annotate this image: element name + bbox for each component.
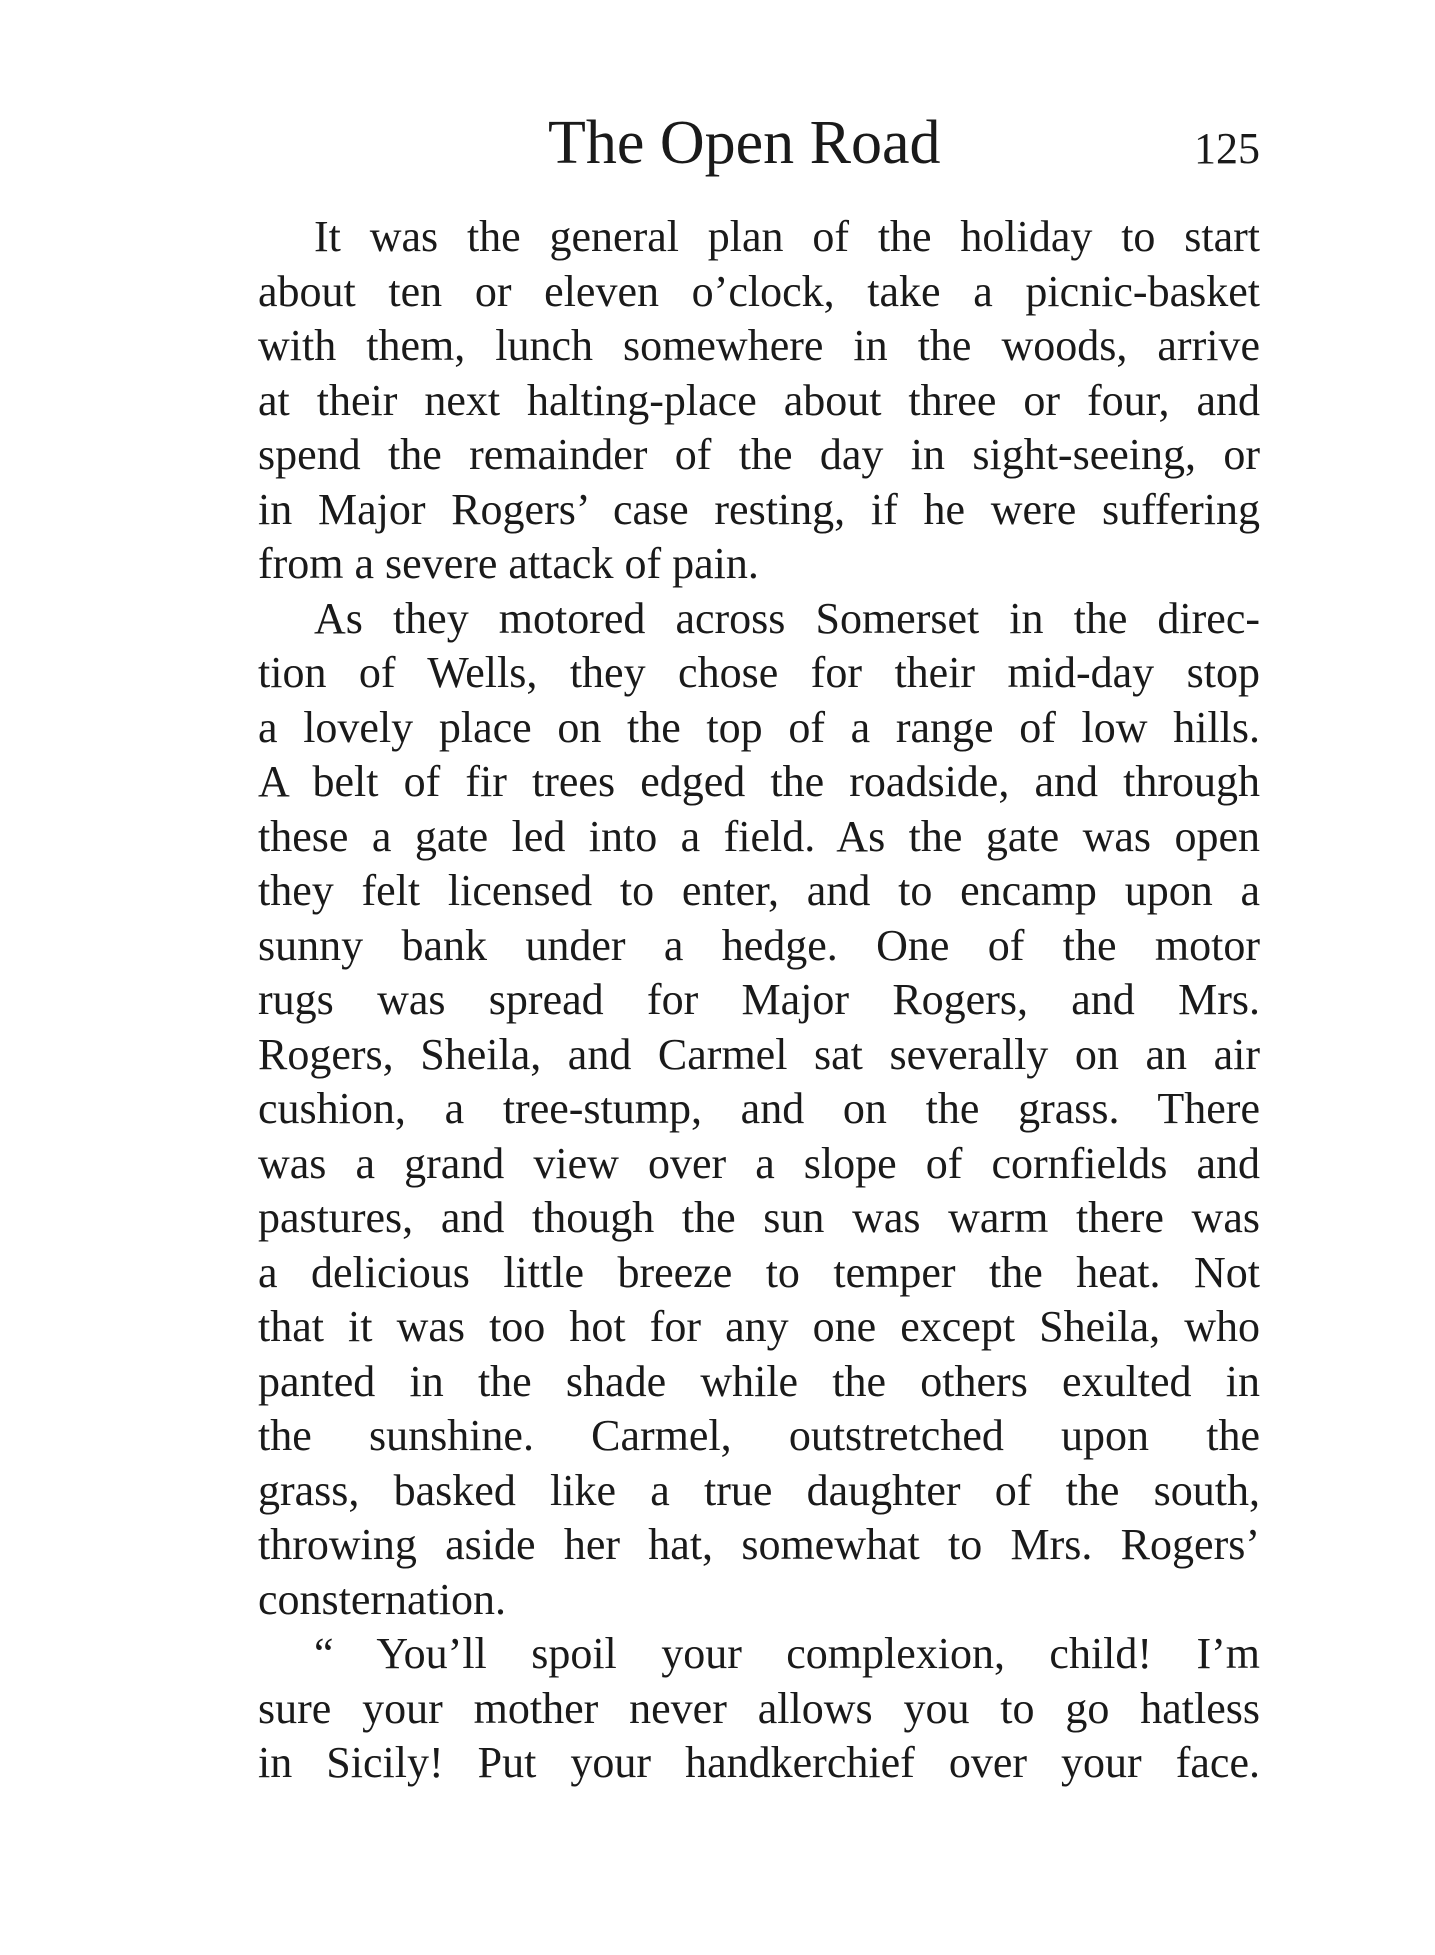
text-line: the sunshine. Carmel, outstretched upon the bbox=[258, 1411, 1260, 1460]
text-line: at their next halting-place about three or four, and bbox=[258, 375, 1260, 425]
text-line: about ten or eleven o’clock, take a picnic-basket bbox=[258, 266, 1260, 316]
text-line: sunny bank under a hedge. One of the motor bbox=[258, 920, 1260, 970]
text-line: was a grand view over a slope of cornfields and bbox=[258, 1138, 1260, 1188]
text-line: grass, basked like a true daughter of the south, bbox=[258, 1465, 1260, 1515]
text-line: they felt licensed to enter, and to encamp upon a bbox=[258, 866, 1260, 915]
text-line: a delicious little breeze to temper the heat. Not bbox=[258, 1247, 1260, 1297]
text-line: with them, lunch somewhere in the woods, arrive bbox=[258, 321, 1260, 370]
text-line: pastures, and though the sun was warm there was bbox=[258, 1193, 1260, 1242]
text-line: from a severe attack of pain. bbox=[258, 539, 759, 588]
paragraph bbox=[258, 210, 1260, 592]
text-line: cushion, a tree-stump, and on the grass. There bbox=[258, 1084, 1260, 1133]
text-line: throwing aside her hat, somewhat to Mrs. Rogers’ bbox=[258, 1520, 1260, 1569]
text-line: consternation. bbox=[258, 1574, 507, 1624]
text-line: Rogers, Sheila, and Carmel sat severally on an air bbox=[258, 1029, 1260, 1079]
text-line: a lovely place on the top of a range of low hills. bbox=[258, 702, 1260, 752]
text-line: in Sicily! Put your handkerchief over your face. bbox=[258, 1738, 1260, 1787]
text-line: in Major Rogers’ case resting, if he were suffering bbox=[258, 484, 1260, 534]
text-line: tion of Wells, they chose for their mid-day stop bbox=[258, 648, 1260, 697]
text-line: “ You’ll spoil your complexion, child! I’m bbox=[314, 1629, 1260, 1678]
text-line: spend the remainder of the day in sight-seeing, or bbox=[258, 430, 1260, 479]
text-line: panted in the shade while the others exulted in bbox=[258, 1356, 1260, 1406]
text-line: that it was too hot for any one except Sheila, who bbox=[258, 1302, 1260, 1351]
text-line: As they motored across Somerset in the direc- bbox=[314, 593, 1260, 643]
paragraph bbox=[258, 592, 1260, 1628]
paragraph bbox=[258, 1627, 1260, 1791]
body-text bbox=[258, 210, 1260, 1791]
page-number: 125 bbox=[1194, 124, 1260, 173]
text-line: A belt of fir trees edged the roadside, and through bbox=[258, 757, 1260, 806]
text-line: rugs was spread for Major Rogers, and Mrs. bbox=[258, 975, 1260, 1024]
running-title: The Open Road bbox=[548, 109, 941, 177]
page-header bbox=[258, 108, 1260, 178]
text-line: these a gate led into a field. As the gate was open bbox=[258, 811, 1260, 861]
text-line: sure your mother never allows you to go hatless bbox=[258, 1683, 1260, 1733]
text-line: It was the general plan of the holiday to start bbox=[314, 212, 1260, 261]
